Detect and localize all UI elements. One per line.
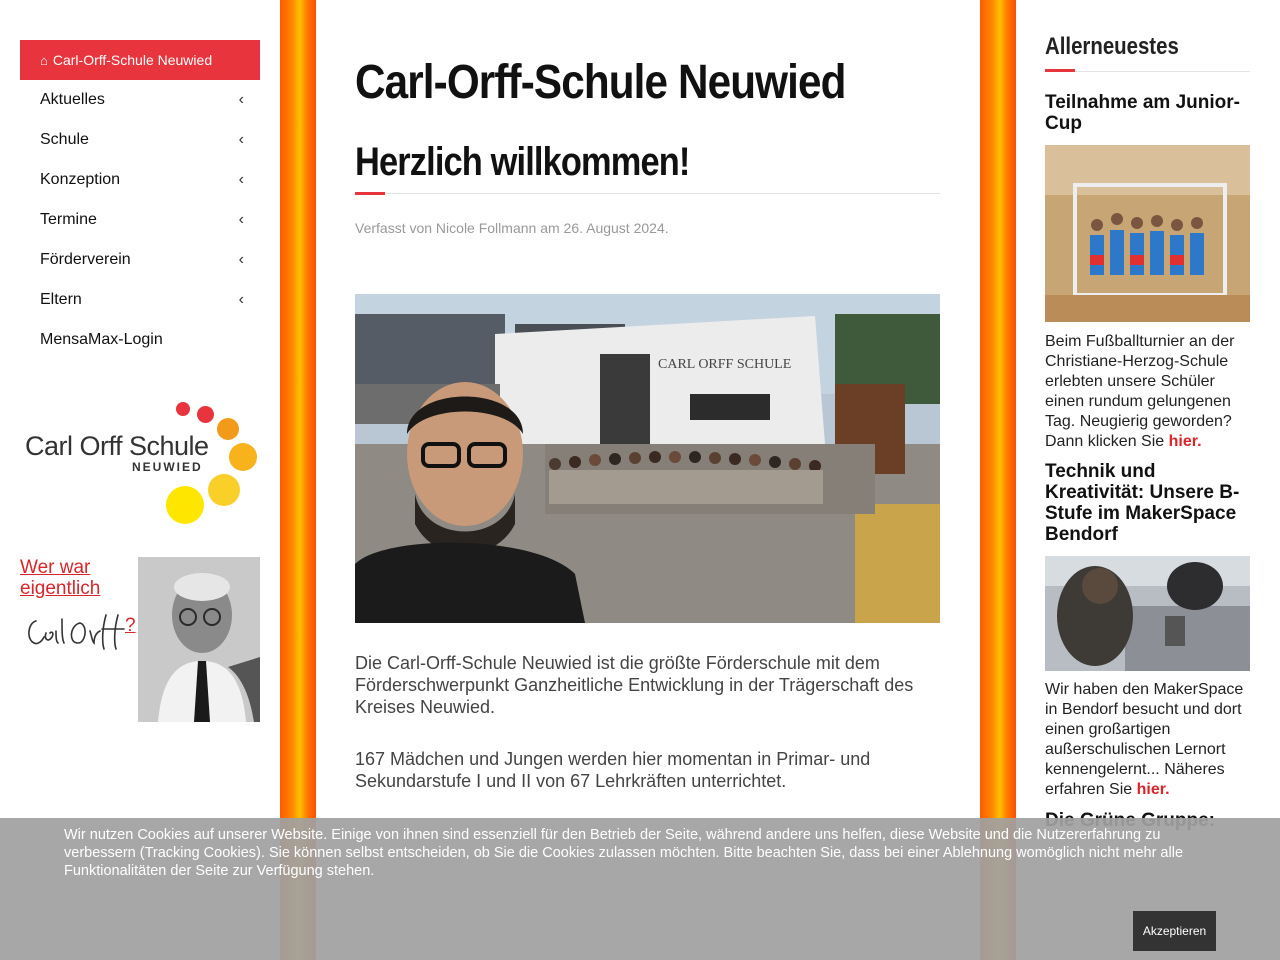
- sidebar-divider-accent: [1045, 69, 1075, 72]
- intro-paragraph: Die Carl-Orff-Schule Neuwied ist die größte Förderschule mit dem Förderschwerpunkt Ganzheitliche Entwicklung in der Trägerschaft des Kreises Neuwied.: [355, 653, 914, 717]
- logo-name: Carl Orff Schule: [25, 431, 209, 461]
- flame-decoration-left: [280, 0, 316, 960]
- stats-paragraph: 167 Mädchen und Jungen werden hier momentan in Primar- und Sekundarstufe I und II von 67 Lehrkräften unterrichtet.: [355, 749, 871, 791]
- nav-item-termine[interactable]: [20, 200, 260, 240]
- school-logo[interactable]: [22, 398, 262, 528]
- nav-item-label: Aktuelles: [40, 91, 105, 108]
- logo-dot: [166, 486, 204, 524]
- article-image[interactable]: [1045, 556, 1250, 671]
- title-divider-accent: [355, 192, 385, 195]
- chevron-left-icon: ‹: [238, 251, 244, 268]
- nav-item-label: Eltern: [40, 291, 82, 308]
- nav-item-label: Schule: [40, 131, 89, 148]
- orff-info-link[interactable]: Wer war eigentlich: [20, 557, 101, 599]
- cookie-banner: [0, 818, 1280, 960]
- hero-image: [355, 294, 940, 623]
- building-sign: CARL ORFF SCHULE: [658, 357, 792, 372]
- chevron-left-icon: ‹: [238, 211, 244, 228]
- article-teaser-text: Beim Fußballturnier an der Christiane-Herzog-Schule erlebten unsere Schüler einen rundum gelungenen Tag. Neugierig geworden? Dann klicken Sie: [1045, 333, 1235, 450]
- article-image[interactable]: [1045, 145, 1250, 322]
- nav-item-aktuelles[interactable]: [20, 80, 260, 120]
- sidebar-divider: [1045, 71, 1250, 72]
- chevron-left-icon: ‹: [238, 131, 244, 148]
- flame-decoration-right: [980, 0, 1016, 960]
- article-meta: Verfasst von Nicole Follmann am 26. August 2024.: [355, 220, 669, 236]
- chevron-left-icon: ‹: [238, 291, 244, 308]
- logo-dot: [217, 418, 239, 440]
- title-divider: [355, 193, 940, 194]
- page-title: Carl-Orff-Schule Neuwied: [355, 56, 846, 109]
- article-read-more-link[interactable]: hier.: [1136, 781, 1170, 798]
- accept-cookies-button[interactable]: Akzeptieren: [1133, 911, 1216, 951]
- cookie-notice-text: Wir nutzen Cookies auf unserer Website. Einige von ihnen sind essenziell für den Betrieb der Seite, während andere uns helfen, diese Website und die Nutzererfahrung zu verbessern (Tracking Cookies). Sie können selbst entscheiden, ob Sie die Cookies zulassen möchten. Bitte beachten Sie, dass bei einer Ablehnung womöglich nicht mehr alle Funktionalitäten der Seite zur Verfügung stehen.: [64, 827, 1184, 879]
- logo-dot: [208, 474, 240, 506]
- right-sidebar: [1016, 0, 1280, 960]
- nav-item-label: Termine: [40, 211, 97, 228]
- nav-home-label: Carl-Orff-Schule Neuwied: [52, 52, 213, 68]
- main-navigation: [20, 40, 260, 360]
- chevron-left-icon: ‹: [238, 171, 244, 188]
- orff-question-link[interactable]: ?: [125, 615, 136, 636]
- logo-sub: NEUWIED: [132, 460, 203, 474]
- nav-item-home[interactable]: [20, 40, 260, 80]
- article-title-link[interactable]: Teilnahme am Junior-Cup: [1045, 92, 1240, 134]
- main-content: [316, 0, 980, 960]
- article-teaser: [1045, 680, 1250, 800]
- nav-item-mensamax[interactable]: [20, 320, 260, 360]
- chevron-left-icon: ‹: [238, 91, 244, 108]
- logo-dot: [176, 402, 190, 416]
- logo-dot: [197, 406, 214, 423]
- nav-item-foerderverein[interactable]: [20, 240, 260, 280]
- nav-item-eltern[interactable]: [20, 280, 260, 320]
- article-title: Herzlich willkommen!: [355, 140, 690, 184]
- carl-orff-signature[interactable]: [22, 609, 132, 653]
- nav-item-label: Konzeption: [40, 171, 121, 188]
- article-teaser: [1045, 332, 1250, 452]
- article-teaser-text: Wir haben den MakerSpace in Bendorf besucht und dort einen großartigen außerschulischen Lernort kennengelernt... Näheres erfahren Sie: [1045, 681, 1244, 798]
- article-title-link[interactable]: Technik und Kreativität: Unsere B-Stufe im MakerSpace Bendorf: [1045, 461, 1240, 545]
- left-sidebar: [0, 0, 280, 960]
- nav-item-label: MensaMax-Login: [40, 331, 163, 348]
- orff-box: [20, 557, 260, 722]
- home-icon: ⌂: [40, 52, 48, 68]
- nav-item-konzeption[interactable]: [20, 160, 260, 200]
- nav-item-label: Förderverein: [40, 251, 131, 268]
- sidebar-heading: Allerneuestes: [1045, 33, 1179, 60]
- logo-dot: [229, 443, 257, 471]
- carl-orff-portrait: [138, 557, 260, 722]
- article-read-more-link[interactable]: hier.: [1168, 433, 1202, 450]
- nav-item-schule[interactable]: [20, 120, 260, 160]
